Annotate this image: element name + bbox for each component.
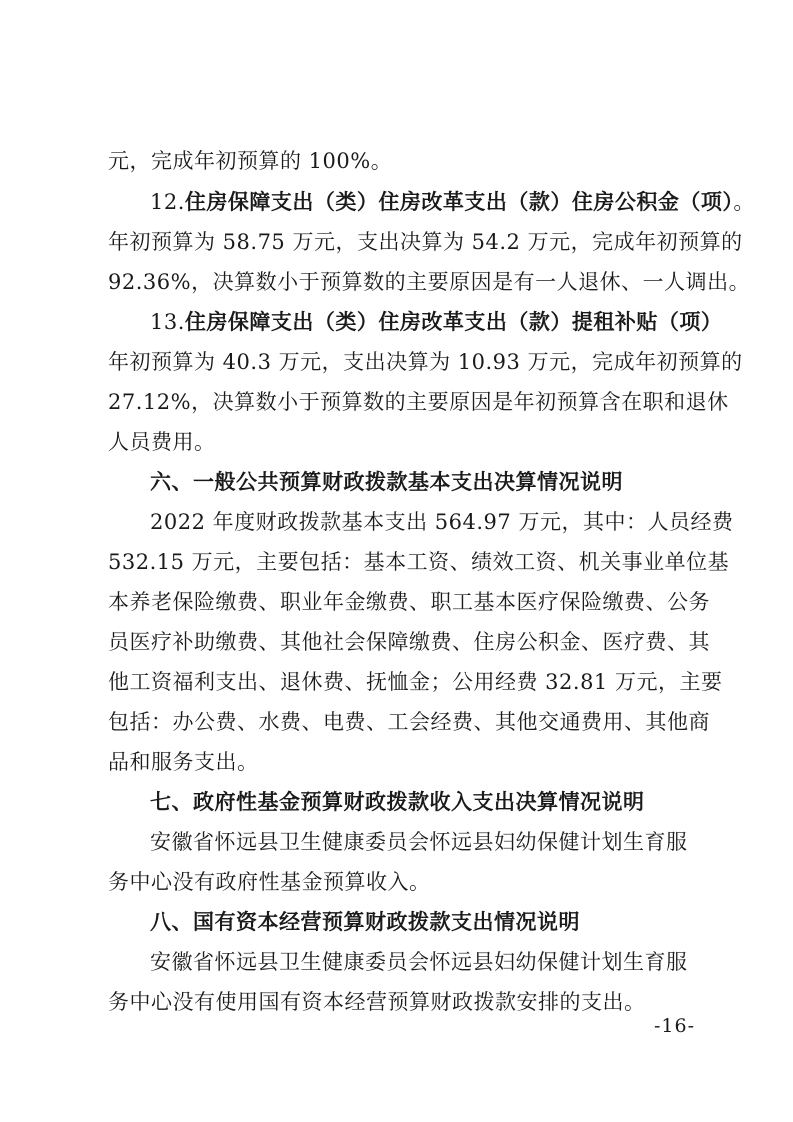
item-13-title-line [150,305,740,339]
item-title: 住房保障支出（类）住房改革支出（款）住房公积金（项） [184,190,734,214]
paragraph-line: 2022 年度财政拨款基本支出 564.97 万元，其中：人员经费 [150,510,734,534]
paragraph-line: 员医疗补助缴费、其他社会保障缴费、住房公积金、医疗费、其 [108,630,710,654]
page-number: -16- [653,1015,695,1037]
paragraph-line: 532.15 万元，主要包括：基本工资、绩效工资、机关事业单位基 [108,550,730,574]
item-12-title-line [150,185,755,219]
paragraph-line: 年初预算为 40.3 万元，支出决算为 10.93 万元，完成年初预算的 [108,350,743,374]
section-7-heading: 七、政府性基金预算财政拨款收入支出决算情况说明 [150,790,645,814]
section-8-heading: 八、国有资本经营预算财政拨款支出情况说明 [150,910,580,934]
paragraph-line: 元，完成年初预算的 100%。 [108,149,393,173]
paragraph-line: 人员费用。 [108,430,216,454]
paragraph-line: 安徽省怀远县卫生健康委员会怀远县妇幼保健计划生育服 [150,830,688,854]
section-6-heading: 六、一般公共预算财政拨款基本支出决算情况说明 [150,470,623,494]
item-title-end: 。 [733,190,755,214]
paragraph-line: 务中心没有使用国有资本经营预算财政拨款安排的支出。 [108,990,646,1014]
paragraph-line: 本养老保险缴费、职业年金缴费、职工基本医疗保险缴费、公务 [108,590,710,614]
paragraph-line: 27.12%，决算数小于预算数的主要原因是年初预算含在职和退休 [108,390,729,414]
paragraph-line: 安徽省怀远县卫生健康委员会怀远县妇幼保健计划生育服 [150,950,688,974]
paragraph-line: 92.36%，决算数小于预算数的主要原因是有一人退休、一人调出。 [108,270,751,294]
paragraph-line: 务中心没有政府性基金预算收入。 [108,870,431,894]
item-title: 住房保障支出（类）住房改革支出（款）提租补贴（项） [184,310,723,334]
paragraph-line: 年初预算为 58.75 万元，支出决算为 54.2 万元，完成年初预算的 [108,230,743,254]
paragraph-line: 他工资福利支出、退休费、抚恤金；公用经费 32.81 万元，主要 [108,670,723,694]
paragraph-line: 品和服务支出。 [108,750,259,774]
item-number: 12. [150,190,185,214]
paragraph-line: 包括：办公费、水费、电费、工会经费、其他交通费用、其他商 [108,710,710,734]
item-number: 13. [150,310,185,334]
